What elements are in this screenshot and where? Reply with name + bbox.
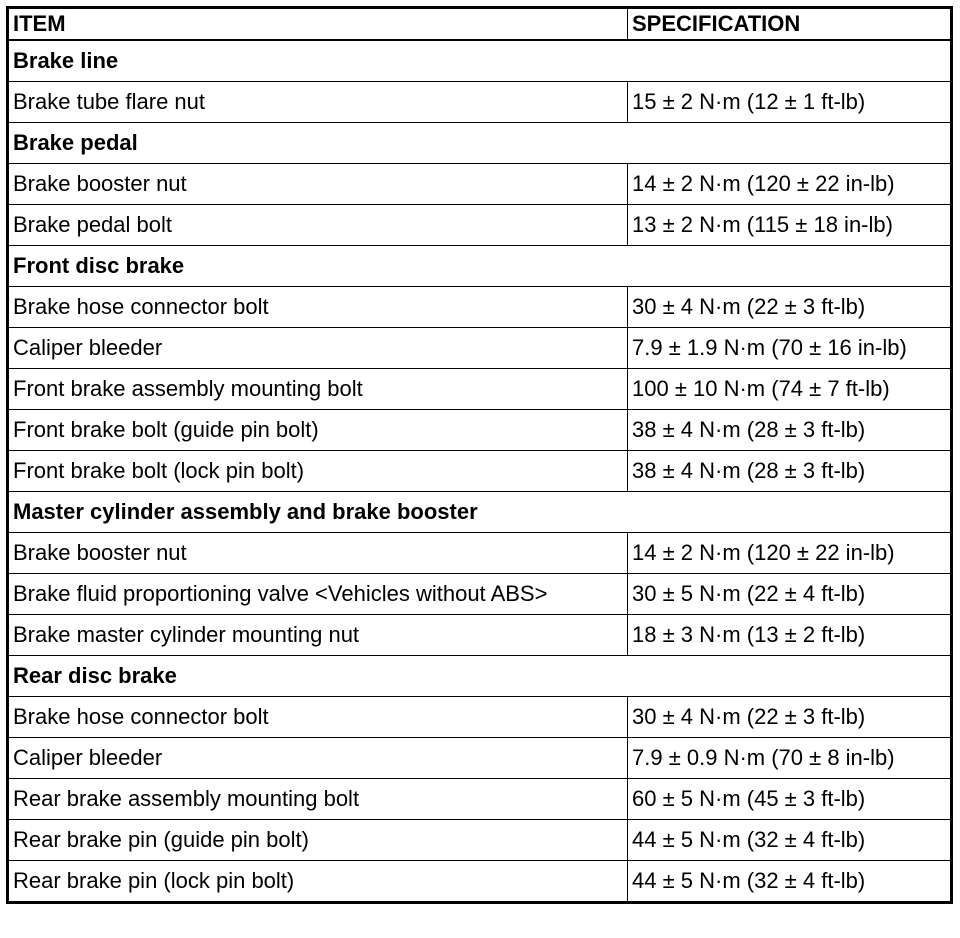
table-row <box>8 820 952 861</box>
table-row <box>8 82 952 123</box>
torque-spec-table <box>6 6 953 904</box>
spec-cell: 14 ± 2 N·m (120 ± 22 in-lb) <box>628 164 952 205</box>
item-cell: Rear brake assembly mounting bolt <box>8 779 628 820</box>
table-row <box>8 697 952 738</box>
item-cell: Brake hose connector bolt <box>8 287 628 328</box>
spec-cell: 100 ± 10 N·m (74 ± 7 ft-lb) <box>628 369 952 410</box>
table-row <box>8 533 952 574</box>
spec-cell: 13 ± 2 N·m (115 ± 18 in-lb) <box>628 205 952 246</box>
spec-cell: 7.9 ± 0.9 N·m (70 ± 8 in-lb) <box>628 738 952 779</box>
table-row <box>8 779 952 820</box>
spec-cell: 44 ± 5 N·m (32 ± 4 ft-lb) <box>628 861 952 903</box>
group-label: Rear disc brake <box>8 656 952 697</box>
table-row <box>8 410 952 451</box>
item-cell: Brake tube flare nut <box>8 82 628 123</box>
table-row <box>8 738 952 779</box>
spec-cell: 15 ± 2 N·m (12 ± 1 ft-lb) <box>628 82 952 123</box>
item-cell: Rear brake pin (lock pin bolt) <box>8 861 628 903</box>
item-cell: Brake hose connector bolt <box>8 697 628 738</box>
header-row <box>8 8 952 41</box>
item-cell: Caliper bleeder <box>8 738 628 779</box>
spec-column-header: SPECIFICATION <box>628 8 952 41</box>
table-row <box>8 369 952 410</box>
table-row <box>8 615 952 656</box>
spec-cell: 30 ± 5 N·m (22 ± 4 ft-lb) <box>628 574 952 615</box>
group-row <box>8 40 952 82</box>
spec-cell: 30 ± 4 N·m (22 ± 3 ft-lb) <box>628 697 952 738</box>
group-row <box>8 246 952 287</box>
group-row <box>8 492 952 533</box>
item-cell: Brake pedal bolt <box>8 205 628 246</box>
item-cell: Brake fluid proportioning valve <Vehicles without ABS> <box>8 574 628 615</box>
group-label: Brake pedal <box>8 123 952 164</box>
item-cell: Caliper bleeder <box>8 328 628 369</box>
spec-cell: 38 ± 4 N·m (28 ± 3 ft-lb) <box>628 410 952 451</box>
table-row <box>8 861 952 903</box>
table-row <box>8 205 952 246</box>
item-column-header: ITEM <box>8 8 628 41</box>
item-cell: Brake booster nut <box>8 533 628 574</box>
spec-cell: 30 ± 4 N·m (22 ± 3 ft-lb) <box>628 287 952 328</box>
table-row <box>8 328 952 369</box>
table-row <box>8 164 952 205</box>
item-cell: Front brake bolt (lock pin bolt) <box>8 451 628 492</box>
group-row <box>8 656 952 697</box>
group-label: Master cylinder assembly and brake booster <box>8 492 952 533</box>
spec-cell: 7.9 ± 1.9 N·m (70 ± 16 in-lb) <box>628 328 952 369</box>
item-cell: Front brake bolt (guide pin bolt) <box>8 410 628 451</box>
item-cell: Brake master cylinder mounting nut <box>8 615 628 656</box>
spec-cell: 18 ± 3 N·m (13 ± 2 ft-lb) <box>628 615 952 656</box>
spec-cell: 60 ± 5 N·m (45 ± 3 ft-lb) <box>628 779 952 820</box>
table-row <box>8 574 952 615</box>
spec-cell: 14 ± 2 N·m (120 ± 22 in-lb) <box>628 533 952 574</box>
group-label: Front disc brake <box>8 246 952 287</box>
spec-cell: 44 ± 5 N·m (32 ± 4 ft-lb) <box>628 820 952 861</box>
item-cell: Rear brake pin (guide pin bolt) <box>8 820 628 861</box>
group-label: Brake line <box>8 40 952 82</box>
item-cell: Brake booster nut <box>8 164 628 205</box>
table-row <box>8 287 952 328</box>
item-cell: Front brake assembly mounting bolt <box>8 369 628 410</box>
group-row <box>8 123 952 164</box>
table-row <box>8 451 952 492</box>
spec-cell: 38 ± 4 N·m (28 ± 3 ft-lb) <box>628 451 952 492</box>
